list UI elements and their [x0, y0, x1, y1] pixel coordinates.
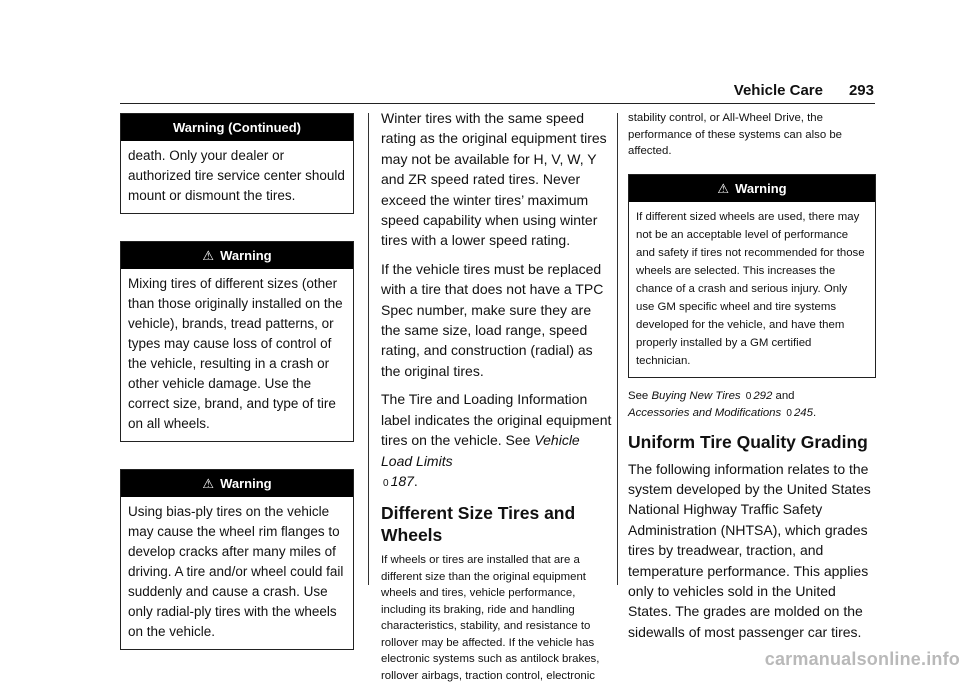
warning-header	[121, 242, 353, 269]
page-reference-arrow-icon: 0	[383, 477, 389, 489]
warning-title: Warning (Continued)	[172, 120, 302, 135]
column-2	[381, 108, 613, 692]
paragraph-stability-control: stability control, or All-Wheel Drive, the performance of these systems can also be affected.	[628, 112, 842, 157]
column-3	[628, 110, 876, 650]
cross-reference-link[interactable]: Accessories and Modifications	[628, 407, 782, 419]
paragraph-see-also	[628, 388, 876, 423]
warning-box-bias-ply	[120, 469, 354, 650]
page-number: 293	[848, 82, 874, 99]
watermark-text: carmanualsonline.info	[764, 649, 960, 669]
warning-triangle-icon: ⚠	[717, 180, 730, 196]
warning-title: Warning	[735, 180, 787, 196]
warning-box-continued	[120, 113, 354, 214]
paragraph-winter-tires: Winter tires with the same speed rating as the original equipment tires may not be available for H, V, W, Y and ZR speed rated tires. Never exceed the winter tires’ maximum speed capability when using winter tires with a lower speed rating.	[381, 110, 607, 249]
paragraph-tpc-spec: If the vehicle tires must be replaced with a tire that does not have a TPC Spec number, make sure they are the same size, load range, speed rating, and construction (radial) as the original tires.	[381, 260, 604, 379]
paragraph-utqg: The following information relates to the system developed by the United States National Highway Traffic Safety Administration (NHTSA), which grades tires by treadwear, traction, and temperature performance. This applies only to vehicles sold in the United States. The grades are molded on the sidewalls of most passenger car tires.	[628, 460, 871, 640]
warning-header	[121, 114, 353, 141]
column-1	[120, 113, 354, 666]
warning-header	[629, 175, 875, 202]
warning-body: Mixing tires of different sizes (other than those originally installed on the vehicle), brands, tread patterns, or types may cause loss of control of the vehicle, resulting in a crash or other vehicle damage. Use the correct size, brand, and type of tire on all wheels.	[128, 276, 343, 431]
cross-reference-page[interactable]: 292	[753, 389, 773, 402]
paragraph-tire-label	[381, 389, 613, 494]
paragraph-different-size: If wheels or tires are installed that are a different size than the original equipment wheels and tires, vehicle performance, including its braking, ride and handling characteristics, stability, and resistance to rollover may be affected. If the vehicle has electronic systems such as antilock brakes, rollover airbags, traction control, electronic	[381, 554, 600, 682]
warning-triangle-icon: ⚠	[202, 248, 215, 263]
paragraph-text: The Tire and Loading Information label indicates the original equipment tires on the vehicle. See	[381, 391, 612, 449]
cross-reference-link[interactable]: Vehicle Load Limits	[381, 432, 580, 469]
punctuation: .	[413, 472, 418, 489]
punctuation: .	[812, 407, 817, 419]
page-reference-arrow-icon: 0	[786, 408, 792, 419]
section-heading-different-size: Different Size Tires and Wheels	[381, 503, 576, 546]
warning-header	[121, 470, 353, 497]
cross-reference-page[interactable]: 245	[793, 407, 813, 419]
page-header	[120, 80, 875, 104]
warning-triangle-icon: ⚠	[202, 476, 215, 491]
warning-box-mixing-tires	[120, 241, 354, 442]
page-reference-arrow-icon: 0	[745, 390, 752, 402]
column-divider	[617, 113, 618, 585]
warning-box-different-wheels	[628, 174, 876, 378]
and-text: and	[772, 389, 795, 402]
section-heading-utqg: Uniform Tire Quality Grading	[628, 431, 868, 452]
warning-title: Warning	[220, 248, 272, 263]
warning-body: Using bias-ply tires on the vehicle may cause the wheel rim flanges to develop cracks after many miles of driving. A tire and/or wheel could fail suddenly and cause a crash. Use only radial-ply tires with the wheels on the vehicle.	[128, 504, 344, 639]
section-title: Vehicle Care	[733, 82, 823, 99]
column-divider	[368, 113, 369, 585]
warning-title: Warning	[220, 476, 272, 491]
cross-reference-link[interactable]: Buying New Tires	[651, 389, 741, 402]
warning-body: death. Only your dealer or authorized tire service center should mount or dismount the tires.	[128, 148, 345, 203]
cross-reference-page[interactable]: 187	[390, 472, 414, 489]
warning-body: If different sized wheels are used, there may not be an acceptable level of performance and safety if tires not recommended for those wheels are selected. This increases the chance of a crash and serious injury. Only use GM specific wheel and tire systems developed for the vehicle, and have them properly installed by a GM certified technician.	[636, 210, 865, 367]
see-text: See	[628, 389, 652, 402]
